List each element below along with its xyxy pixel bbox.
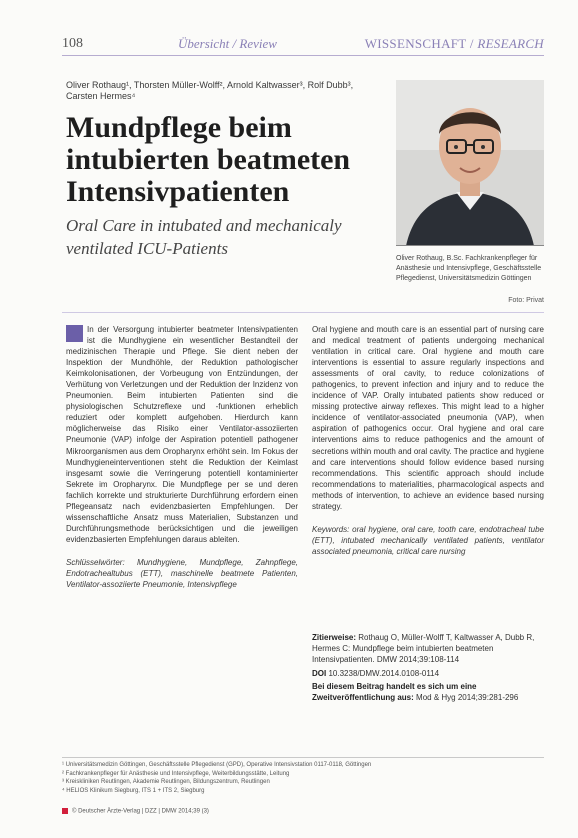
citation-text: Rothaug O, Müller-Wolff T, Kaltwasser A, Dubb R, Hermes C: Mundpflege beim intubierten beatmeten Intensivpatienten. DMW 2014;39:108-114 <box>312 633 535 665</box>
german-abstract-text: In der Versorgung intubierter beatmeter Intensivpatienten ist die Mundhygiene ein wesentlicher Bestandteil der medizinischen Therapie und Pflege. Sie dient neben der Inspektion der Mundhöhle, der Reduktion pathologischer Keimkolonisationen, der Vorbeugung von Entzündungen, der Verhütung von Verletzungen und der Reduktion der Inzidenz von Pneumonien. Beim intubierten Patienten sind die physiologischen Schutzreflexe und -funktionen erheblich reduziert oder komplett aufgehoben. Hierdurch kann möglicherweise das Risiko einer Ventilator-assoziierten Pneumonie (VAP) infolge der Aspiration potentiell pathogener Mikroorganismen aus dem Oropharynx erhöht sein. Im Fokus der Mundhygieneinterventionen steht die Reduktion der Keimlast insgesamt sowie die Verringerung potentiell kontaminierter Sekrete im Oropharynx. Die Mundpflege per se und deren fachlich korrekte und strukturierte Durchführung erfordern einen Pflegeansatz nach evidenzbasierten Empfehlungen. Der wissenschaftliche Ansatz muss Materialien, Substanzen und Durchführungsmethode berücksichtigen und die jeweiligen evidenzbasierten Empfehlungen daraus ableiten. <box>66 325 298 544</box>
second-publication-source: Mod & Hyg 2014;39:281-296 <box>416 693 519 703</box>
photo-caption: Oliver Rothaug, B.Sc. Fachkrankenpfleger für Anästhesie und Intensivpflege, Geschäftsstelle Pflegedienst, Universitätsmedizin Göttingen <box>396 255 542 282</box>
doi-entry <box>312 668 544 679</box>
second-publication-note <box>312 681 544 703</box>
section-divider <box>62 312 544 313</box>
footnote-line: ³ Kreiskliniken Reutlingen, Akademie Reutlingen, Bildungszentrum, Reutlingen <box>62 779 270 786</box>
english-abstract-column <box>312 324 544 557</box>
category-label <box>365 36 544 52</box>
footnote-line: ¹ Universitätsmedizin Göttingen, Geschäftsstelle Pflegedienst (GPD), Operative Intensivstation 0117-0118, Göttingen <box>62 762 372 768</box>
publisher-footer <box>62 808 544 815</box>
photo-credit: Foto: Privat <box>508 297 544 304</box>
article-subtitle: Oral Care in intubated and mechanicaly ventilated ICU-Patients <box>66 216 342 258</box>
author-photo <box>396 80 544 246</box>
german-abstract-column <box>66 324 298 590</box>
doi-label: DOI <box>312 668 327 678</box>
doi-value[interactable]: 10.3238/DMW.2014.0108-0114 <box>328 668 440 678</box>
section-label: Übersicht / Review <box>178 36 277 51</box>
english-keywords: Keywords: oral hygiene, oral care, tooth care, endotracheal tube (ETT), intubated mechanically ventilated patients, ventilator associated pneumonia, critical care nursing <box>312 524 544 556</box>
publisher-copyright: © Deutscher Ärzte-Verlag | DZZ | DMW 2014;39 (3) <box>72 808 209 815</box>
category-main: WISSENSCHAFT / <box>364 36 478 51</box>
citation-entry <box>312 632 544 666</box>
red-square-icon <box>62 808 68 814</box>
author-portrait-illustration <box>396 80 544 246</box>
author-list: Oliver Rothaug¹, Thorsten Müller-Wolff², Arnold Kaltwasser³, Rolf Dubb³, Carsten Hermes⁴ <box>66 80 354 101</box>
citation-block <box>312 632 544 703</box>
footnote-line: ⁴ HELIOS Klinikum Siegburg, ITS 1 + ITS 2, Siegburg <box>62 787 205 794</box>
second-publication-label: Bei diesem Beitrag handelt es sich um eine Zweitveröffentlichung aus: <box>312 681 477 703</box>
german-keywords: Schlüsselwörter: Mundhygiene, Mundpflege, Zahnpflege, Endotrachealtubus (ETT), maschinelle beatmete Patienten, Ventilator-assoziierte Pneumonie, Intensivpflege <box>66 557 298 590</box>
page-number: 108 <box>62 36 83 51</box>
page-header <box>62 36 544 56</box>
dropcap-square-icon <box>66 325 83 342</box>
footnotes <box>62 757 544 795</box>
category-italic: RESEARCH <box>477 36 544 51</box>
footnote-line: ² Fachkrankenpfleger für Anästhesie und Intensivpflege, Weiterbildungsstätte, Leitung <box>62 770 290 777</box>
english-abstract-text: Oral hygiene and mouth care is an essential part of nursing care and medical treatment of patients undergoing mechanical ventilation in critical care. Oral hygiene and mouth care interventions is essential to assure regularly inspections and assessments of oral cavity, to reduce colonizations of pathogenics, to prevent infection and injury and to reduce the incidence of VAP. Orally intubated patients show reduced or missing protective airway reflexes. This might lead to a higher incidence of ventilator-associated pneumonia (VAP), when aspiration of pathogenics occur. Oral hygiene and oral care interventions aims to reduce pathogenics and the amount of secretions within mouth and oral cavity. The practice and hygiene and care interventions should follow evidence based nursing recommendations. This scientific approach should include recommendations to materialities, pharmacological aspects and methods of intervention, to achieve an evidence based nursing strategy. <box>312 325 544 511</box>
citation-label: Zitierweise: <box>312 633 357 642</box>
article-title: Mundpflege beim intubierten beatmeten Intensivpatienten <box>66 111 351 208</box>
